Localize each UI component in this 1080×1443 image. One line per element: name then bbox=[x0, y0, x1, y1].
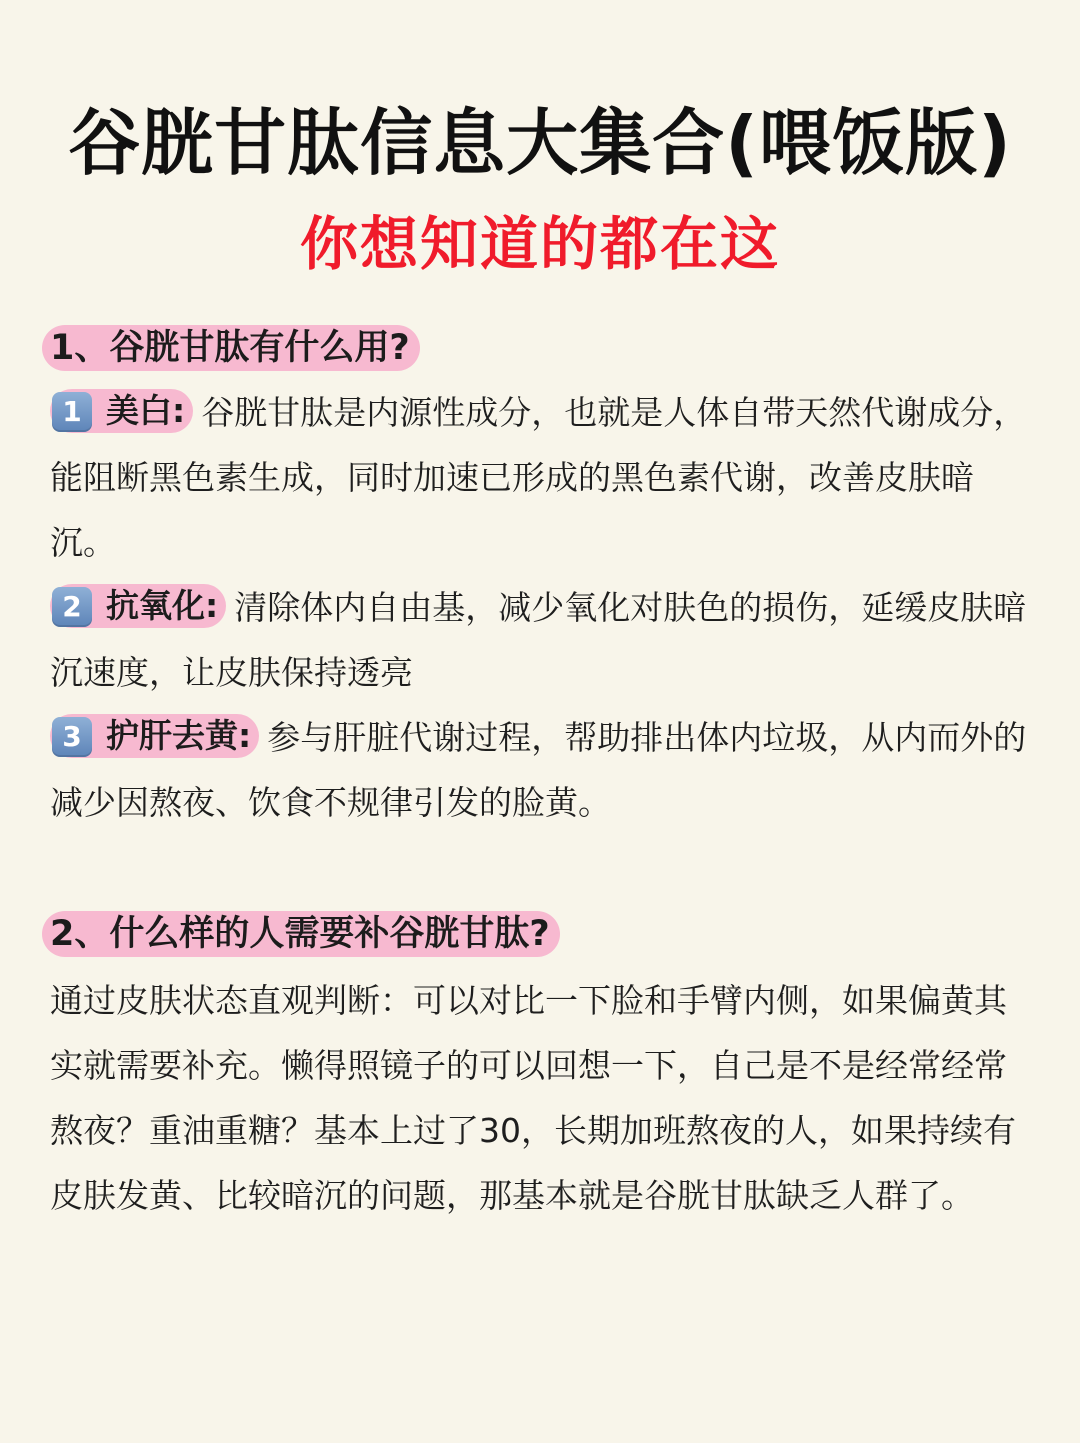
list-item-whitening bbox=[50, 380, 1035, 575]
item-text: 参与肝脏代谢过程，帮助排出体内垃圾，从内而外的减少因熬夜、饮食不规律引发的脸黄。 bbox=[50, 718, 1027, 822]
section-who bbox=[50, 968, 1035, 1228]
section-heading-uses: 1、谷胱甘肽有什么用? bbox=[42, 325, 420, 371]
page-title: 谷胱甘肽信息大集合(喂饭版) bbox=[68, 101, 1012, 185]
item-tag bbox=[50, 714, 259, 758]
item-label: 护肝去黄: bbox=[106, 716, 252, 755]
item-tag bbox=[50, 389, 193, 433]
number-badge-icon: 1 bbox=[52, 392, 92, 432]
list-item-antioxidant bbox=[50, 575, 1035, 705]
page-subtitle: 你想知道的都在这 bbox=[299, 210, 780, 278]
section-paragraph: 通过皮肤状态直观判断：可以对比一下脸和手臂内侧，如果偏黄其实就需要补充。懒得照镜子的可以回想一下，自己是不是经常经常熬夜？重油重糖？基本上过了30，长期加班熬夜的人，如果持续有皮肤发黄、比较暗沉的问题，那基本就是谷胱甘肽缺乏人群了。 bbox=[50, 981, 1016, 1215]
item-label: 美白: bbox=[106, 391, 186, 430]
section-uses bbox=[50, 380, 1035, 835]
section-heading-who: 2、什么样的人需要补谷胱甘肽? bbox=[42, 911, 560, 957]
item-tag bbox=[50, 584, 226, 628]
number-badge-icon: 3 bbox=[52, 717, 92, 757]
number-badge-icon: 2 bbox=[52, 587, 92, 627]
list-item-liver bbox=[50, 705, 1035, 835]
item-text: 谷胱甘肽是内源性成分，也就是人体自带天然代谢成分，能阻断黑色素生成，同时加速已形成的黑色素代谢，改善皮肤暗沉。 bbox=[50, 393, 1027, 562]
item-label: 抗氧化: bbox=[106, 586, 219, 625]
item-text: 清除体内自由基，减少氧化对肤色的损伤，延缓皮肤暗沉速度，让皮肤保持透亮 bbox=[50, 588, 1027, 692]
